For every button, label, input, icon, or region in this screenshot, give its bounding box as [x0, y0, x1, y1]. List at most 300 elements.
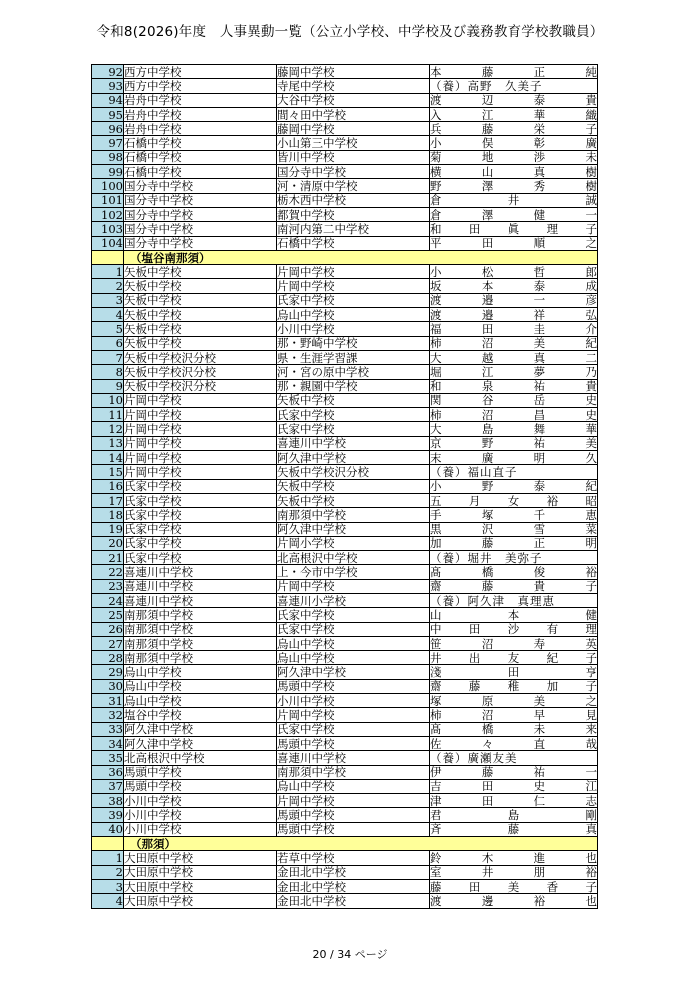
table-row — [92, 865, 598, 879]
current-school: 矢板中学校 — [124, 336, 277, 350]
new-school: 金田北中学校 — [277, 879, 430, 893]
staff-name: 藤 田 美 香 子 — [430, 879, 597, 894]
row-number: 93 — [92, 79, 124, 93]
current-school: 大田原中学校 — [124, 879, 277, 893]
row-number: 33 — [92, 722, 124, 736]
staff-name-cell — [430, 350, 598, 364]
staff-name: 京 野 祐 美 — [430, 436, 597, 451]
new-school: 都賀中学校 — [277, 207, 430, 221]
staff-name-cell — [430, 136, 598, 150]
staff-name-cell — [430, 451, 598, 465]
current-school: 矢板中学校沢分校 — [124, 350, 277, 364]
new-school: 烏山中学校 — [277, 636, 430, 650]
table-row — [92, 408, 598, 422]
row-number: 31 — [92, 694, 124, 708]
row-number: 4 — [92, 894, 124, 908]
new-school: 県・生涯学習課 — [277, 350, 430, 364]
current-school: 小川中学校 — [124, 808, 277, 822]
table-row — [92, 193, 598, 207]
staff-name-cell — [430, 293, 598, 307]
table-row — [92, 93, 598, 107]
staff-name: 淺 田 亨 — [430, 665, 597, 680]
current-school: 氏家中学校 — [124, 522, 277, 536]
staff-name-cell — [430, 165, 598, 179]
current-school: 国分寺中学校 — [124, 236, 277, 250]
table-row — [92, 465, 598, 479]
current-school: 喜連川中学校 — [124, 593, 277, 607]
table-row — [92, 694, 598, 708]
row-number: 100 — [92, 179, 124, 193]
staff-name-cell — [430, 551, 598, 565]
current-school: 南那須中学校 — [124, 636, 277, 650]
table-row — [92, 622, 598, 636]
current-school: 北高根沢中学校 — [124, 751, 277, 765]
staff-name-cell — [430, 636, 598, 650]
table-row — [92, 593, 598, 607]
table-row — [92, 350, 598, 364]
staff-name: 中 田 沙 有 理 — [430, 622, 597, 637]
new-school: 小山第三中学校 — [277, 136, 430, 150]
region-label: （塩谷南那須） — [124, 250, 598, 264]
staff-name-cell — [430, 608, 598, 622]
table-row — [92, 608, 598, 622]
row-number: 1 — [92, 851, 124, 865]
staff-name: 堀 江 夢 乃 — [430, 364, 597, 379]
staff-name-cell — [430, 207, 598, 221]
new-school: 阿久津中学校 — [277, 451, 430, 465]
staff-name-cell — [430, 365, 598, 379]
table-row — [92, 107, 598, 121]
staff-name-cell — [430, 422, 598, 436]
row-number: 99 — [92, 165, 124, 179]
staff-name: 横 山 真 樹 — [430, 164, 597, 179]
current-school: 烏山中学校 — [124, 665, 277, 679]
table-row — [92, 122, 598, 136]
staff-name: 入 江 華 織 — [430, 107, 597, 122]
region-number-cell — [92, 837, 124, 851]
row-number: 3 — [92, 879, 124, 893]
staff-name-cell — [430, 436, 598, 450]
current-school: 矢板中学校 — [124, 279, 277, 293]
staff-name: 井 出 友 紀 子 — [430, 650, 597, 665]
staff-name: 手 塚 千 恵 — [430, 507, 597, 522]
staff-name: 坂 本 泰 成 — [430, 279, 597, 294]
new-school: 矢板中学校 — [277, 479, 430, 493]
table-row — [92, 722, 598, 736]
staff-name-cell — [430, 493, 598, 507]
row-number: 10 — [92, 393, 124, 407]
table-row — [92, 636, 598, 650]
staff-name: 塚 原 美 之 — [430, 693, 597, 708]
staff-name: 渡 邉 祥 弘 — [430, 307, 597, 322]
row-number: 14 — [92, 451, 124, 465]
new-school: 小川中学校 — [277, 694, 430, 708]
current-school: 矢板中学校沢分校 — [124, 365, 277, 379]
new-school: 南河内第二中学校 — [277, 222, 430, 236]
current-school: 小川中学校 — [124, 822, 277, 836]
new-school: 馬頭中学校 — [277, 822, 430, 836]
row-number: 29 — [92, 665, 124, 679]
current-school: 馬頭中学校 — [124, 765, 277, 779]
row-number: 21 — [92, 551, 124, 565]
row-number: 37 — [92, 779, 124, 793]
staff-name-cell — [430, 122, 598, 136]
staff-name: 渡 邉 一 彦 — [430, 293, 597, 308]
current-school: 矢板中学校 — [124, 308, 277, 322]
current-school: 石橋中学校 — [124, 165, 277, 179]
row-number: 1 — [92, 265, 124, 279]
region-number-cell — [92, 250, 124, 264]
new-school: 間々田中学校 — [277, 107, 430, 121]
table-row — [92, 765, 598, 779]
table-row — [92, 822, 598, 836]
staff-name: 野 澤 秀 樹 — [430, 179, 597, 194]
staff-name: 佐 々 直 哉 — [430, 736, 597, 751]
current-school: 小川中学校 — [124, 794, 277, 808]
current-school: 片岡中学校 — [124, 393, 277, 407]
new-school: 烏山中学校 — [277, 651, 430, 665]
staff-name: 大 島 舞 華 — [430, 422, 597, 437]
table-row — [92, 451, 598, 465]
region-header-row — [92, 837, 598, 851]
staff-name: （養）福山直子 — [430, 464, 518, 479]
table-row — [92, 493, 598, 507]
table-row — [92, 794, 598, 808]
staff-name: 齋 藤 貴 子 — [430, 579, 597, 594]
row-number: 9 — [92, 379, 124, 393]
staff-name: 鈴 木 進 也 — [430, 850, 597, 865]
staff-name: 小 俣 彰 廣 — [430, 136, 597, 151]
staff-name: 吉 田 史 江 — [430, 779, 597, 794]
table-row — [92, 79, 598, 93]
new-school: 若草中学校 — [277, 851, 430, 865]
table-row — [92, 522, 598, 536]
table-row — [92, 565, 598, 579]
new-school: 寺尾中学校 — [277, 79, 430, 93]
new-school: 大谷中学校 — [277, 93, 430, 107]
staff-name-cell — [430, 879, 598, 893]
table-row — [92, 665, 598, 679]
table-row — [92, 393, 598, 407]
row-number: 36 — [92, 765, 124, 779]
row-number: 8 — [92, 365, 124, 379]
current-school: 西方中学校 — [124, 79, 277, 93]
table-row — [92, 222, 598, 236]
current-school: 石橋中学校 — [124, 136, 277, 150]
current-school: 南那須中学校 — [124, 608, 277, 622]
new-school: 片岡中学校 — [277, 579, 430, 593]
staff-name-cell — [430, 465, 598, 479]
table-row — [92, 894, 598, 908]
row-number: 17 — [92, 493, 124, 507]
row-number: 2 — [92, 865, 124, 879]
staff-name-cell — [430, 408, 598, 422]
row-number: 22 — [92, 565, 124, 579]
row-number: 98 — [92, 150, 124, 164]
staff-name: 柿 沼 美 紀 — [430, 336, 597, 351]
new-school: 片岡中学校 — [277, 708, 430, 722]
row-number: 12 — [92, 422, 124, 436]
new-school: 那・野崎中学校 — [277, 336, 430, 350]
current-school: 大田原中学校 — [124, 894, 277, 908]
current-school: 片岡中学校 — [124, 422, 277, 436]
row-number: 7 — [92, 350, 124, 364]
row-number: 92 — [92, 65, 124, 79]
table-row — [92, 736, 598, 750]
new-school: 馬頭中学校 — [277, 679, 430, 693]
row-number: 16 — [92, 479, 124, 493]
new-school: 氏家中学校 — [277, 608, 430, 622]
page-title: 令和8(2026)年度 人事異動一覧（公立小学校、中学校及び義務教育学校教職員） — [96, 24, 604, 40]
row-number: 95 — [92, 107, 124, 121]
table-row — [92, 422, 598, 436]
staff-name-cell — [430, 679, 598, 693]
staff-name-cell — [430, 665, 598, 679]
row-number: 38 — [92, 794, 124, 808]
new-school: 金田北中学校 — [277, 865, 430, 879]
new-school: 馬頭中学校 — [277, 808, 430, 822]
table-row — [92, 179, 598, 193]
staff-name-cell — [430, 736, 598, 750]
staff-name: 笹 沼 寿 英 — [430, 636, 597, 651]
staff-name: 黒 沢 雪 菜 — [430, 522, 597, 537]
staff-name: 柿 沼 昌 史 — [430, 407, 597, 422]
new-school: 烏山中学校 — [277, 308, 430, 322]
staff-name-cell — [430, 765, 598, 779]
current-school: 氏家中学校 — [124, 493, 277, 507]
new-school: 金田北中学校 — [277, 894, 430, 908]
staff-name: （養）高野 久美子 — [430, 78, 543, 93]
current-school: 岩舟中学校 — [124, 122, 277, 136]
row-number: 94 — [92, 93, 124, 107]
current-school: 氏家中学校 — [124, 536, 277, 550]
row-number: 19 — [92, 522, 124, 536]
staff-name: 小 野 泰 紀 — [430, 479, 597, 494]
staff-name: 菊 地 渉 未 — [430, 150, 597, 165]
row-number: 30 — [92, 679, 124, 693]
current-school: 烏山中学校 — [124, 694, 277, 708]
staff-name: 加 藤 正 明 — [430, 536, 597, 551]
new-school: 氏家中学校 — [277, 408, 430, 422]
table-row — [92, 579, 598, 593]
row-number: 6 — [92, 336, 124, 350]
row-number: 15 — [92, 465, 124, 479]
region-header-row — [92, 250, 598, 264]
staff-name-cell — [430, 579, 598, 593]
row-number: 26 — [92, 622, 124, 636]
staff-name: 小 松 哲 郎 — [430, 264, 597, 279]
staff-name: 末 廣 明 久 — [430, 450, 597, 465]
row-number: 28 — [92, 651, 124, 665]
staff-name-cell — [430, 565, 598, 579]
staff-name-cell — [430, 279, 598, 293]
staff-name: 山 本 健 — [430, 607, 597, 622]
table-row — [92, 322, 598, 336]
table-row — [92, 308, 598, 322]
staff-name: 関 谷 岳 史 — [430, 393, 597, 408]
staff-name-cell — [430, 393, 598, 407]
table-row — [92, 508, 598, 522]
staff-name-cell — [430, 179, 598, 193]
new-school: 河・清原中学校 — [277, 179, 430, 193]
staff-name-cell — [430, 822, 598, 836]
row-number: 24 — [92, 593, 124, 607]
row-number: 18 — [92, 508, 124, 522]
current-school: 西方中学校 — [124, 65, 277, 79]
current-school: 喜連川中学校 — [124, 579, 277, 593]
new-school: 氏家中学校 — [277, 422, 430, 436]
row-number: 39 — [92, 808, 124, 822]
staff-name-cell — [430, 794, 598, 808]
row-number: 40 — [92, 822, 124, 836]
table-row — [92, 165, 598, 179]
personnel-table-body — [92, 65, 598, 909]
staff-name-cell — [430, 93, 598, 107]
new-school: 石橋中学校 — [277, 236, 430, 250]
row-number: 35 — [92, 751, 124, 765]
row-number: 27 — [92, 636, 124, 650]
row-number: 32 — [92, 708, 124, 722]
current-school: 矢板中学校沢分校 — [124, 379, 277, 393]
staff-name: 伊 藤 祐 一 — [430, 765, 597, 780]
staff-name-cell — [430, 651, 598, 665]
current-school: 塩谷中学校 — [124, 708, 277, 722]
table-row — [92, 479, 598, 493]
row-number: 2 — [92, 279, 124, 293]
current-school: 阿久津中学校 — [124, 736, 277, 750]
table-row — [92, 879, 598, 893]
staff-name-cell — [430, 150, 598, 164]
table-row — [92, 708, 598, 722]
new-school: 喜連川中学校 — [277, 436, 430, 450]
new-school: 南那須中学校 — [277, 765, 430, 779]
staff-name: 斉 藤 真 — [430, 822, 597, 837]
new-school: 烏山中学校 — [277, 779, 430, 793]
staff-name-cell — [430, 851, 598, 865]
staff-name: 五 月 女 裕 昭 — [430, 493, 597, 508]
staff-name-cell — [430, 79, 598, 93]
table-row — [92, 551, 598, 565]
new-school: 藤岡中学校 — [277, 65, 430, 79]
row-number: 96 — [92, 122, 124, 136]
current-school: 大田原中学校 — [124, 851, 277, 865]
current-school: 南那須中学校 — [124, 651, 277, 665]
table-row — [92, 65, 598, 79]
staff-name-cell — [430, 322, 598, 336]
current-school: 片岡中学校 — [124, 408, 277, 422]
row-number: 20 — [92, 536, 124, 550]
current-school: 国分寺中学校 — [124, 222, 277, 236]
current-school: 烏山中学校 — [124, 679, 277, 693]
new-school: 喜連川小学校 — [277, 593, 430, 607]
staff-name: 髙 橋 俊 裕 — [430, 565, 597, 580]
staff-name: 倉 澤 健 一 — [430, 207, 597, 222]
current-school: 氏家中学校 — [124, 551, 277, 565]
table-row — [92, 265, 598, 279]
staff-name: 渡 辺 泰 貴 — [430, 93, 597, 108]
current-school: 大田原中学校 — [124, 865, 277, 879]
region-label: （那須） — [124, 837, 598, 851]
staff-name-cell — [430, 694, 598, 708]
table-row — [92, 336, 598, 350]
current-school: 氏家中学校 — [124, 479, 277, 493]
row-number: 103 — [92, 222, 124, 236]
staff-name: 兵 藤 栄 子 — [430, 121, 597, 136]
current-school: 国分寺中学校 — [124, 193, 277, 207]
staff-name-cell — [430, 379, 598, 393]
row-number: 23 — [92, 579, 124, 593]
current-school: 喜連川中学校 — [124, 565, 277, 579]
staff-name-cell — [430, 222, 598, 236]
table-row — [92, 851, 598, 865]
staff-name: （養）堀井 美弥子 — [430, 550, 543, 565]
staff-name-cell — [430, 336, 598, 350]
staff-name: 本 藤 正 純 — [430, 64, 597, 79]
new-school: 藤岡中学校 — [277, 122, 430, 136]
new-school: 氏家中学校 — [277, 293, 430, 307]
staff-name: 倉 井 誠 — [430, 193, 597, 208]
staff-name-cell — [430, 265, 598, 279]
table-row — [92, 136, 598, 150]
staff-name: 室 井 朋 裕 — [430, 865, 597, 880]
current-school: 阿久津中学校 — [124, 722, 277, 736]
current-school: 国分寺中学校 — [124, 179, 277, 193]
new-school: 矢板中学校沢分校 — [277, 465, 430, 479]
new-school: 片岡小学校 — [277, 536, 430, 550]
row-number: 5 — [92, 322, 124, 336]
staff-name: （養）阿久津 真理恵 — [430, 593, 555, 608]
staff-name-cell — [430, 65, 598, 79]
table-row — [92, 279, 598, 293]
personnel-table — [91, 64, 598, 909]
table-row — [92, 207, 598, 221]
row-number: 102 — [92, 207, 124, 221]
new-school: 氏家中学校 — [277, 722, 430, 736]
new-school: 片岡中学校 — [277, 794, 430, 808]
staff-name-cell — [430, 479, 598, 493]
current-school: 片岡中学校 — [124, 451, 277, 465]
row-number: 13 — [92, 436, 124, 450]
new-school: 阿久津中学校 — [277, 665, 430, 679]
new-school: 片岡中学校 — [277, 265, 430, 279]
current-school: 片岡中学校 — [124, 436, 277, 450]
staff-name-cell — [430, 708, 598, 722]
current-school: 岩舟中学校 — [124, 107, 277, 121]
new-school: 栃木西中学校 — [277, 193, 430, 207]
new-school: 国分寺中学校 — [277, 165, 430, 179]
current-school: 国分寺中学校 — [124, 207, 277, 221]
staff-name-cell — [430, 308, 598, 322]
staff-name-cell — [430, 536, 598, 550]
table-row — [92, 679, 598, 693]
staff-name-cell — [430, 779, 598, 793]
staff-name: 和 泉 祐 貴 — [430, 379, 597, 394]
row-number: 11 — [92, 408, 124, 422]
staff-name: 福 田 圭 介 — [430, 321, 597, 336]
table-row — [92, 751, 598, 765]
new-school: 片岡中学校 — [277, 279, 430, 293]
new-school: 南那須中学校 — [277, 508, 430, 522]
table-row — [92, 779, 598, 793]
staff-name: 柿 沼 早 見 — [430, 708, 597, 722]
new-school: 馬頭中学校 — [277, 736, 430, 750]
row-number: 34 — [92, 736, 124, 750]
row-number: 25 — [92, 608, 124, 622]
table-row — [92, 536, 598, 550]
new-school: 那・親園中学校 — [277, 379, 430, 393]
current-school: 石橋中学校 — [124, 150, 277, 164]
current-school: 矢板中学校 — [124, 322, 277, 336]
